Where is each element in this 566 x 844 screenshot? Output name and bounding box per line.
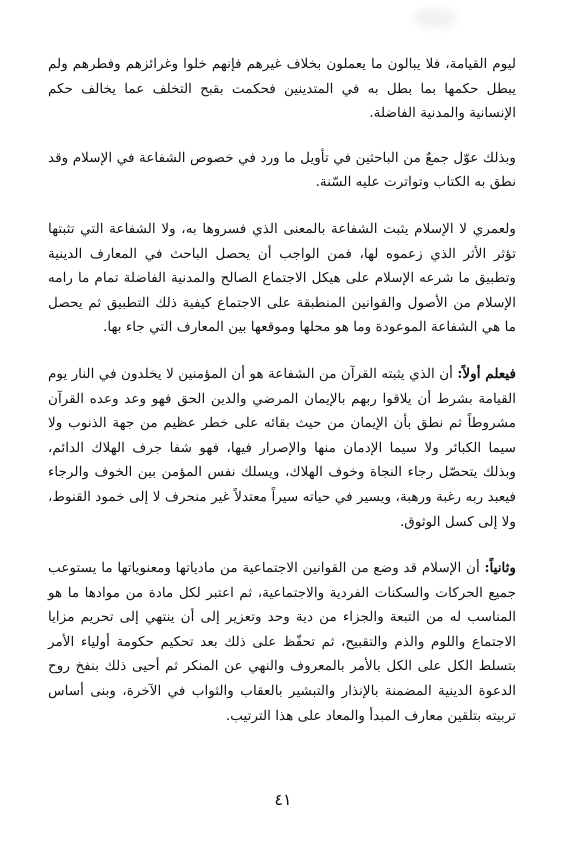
paper-stain [412,8,458,28]
paragraph-text: أن الذي يثبته القرآن من الشفاعة هو أن المؤمنين لا يخلدون في النار يوم القيامة بشرط أن يلاقوا ربهم بالإيمان المرضي والدين الحق فهو وعد وعده القرآن مشروطاً ثم نطق بأن الإيمان من حيث بقائه على خطر عظيم من جهة الذنوب ولا سيما الكبائر ولا سيما الإدمان منها والإصرار فيها، فهو شفا جرف الهلاك الدائم، وبذلك يتحصّل رجاء النجاة وخوف الهلاك، ويسلك نفس المؤمن بين الخوف والرجاء فيعبد ربه رغبة ورهبة، ويسير في حياته سيراً معتدلاً غير منحرف لا إلى خمود القنوط، ولا إلى كسل الوثوق. [48,365,516,530]
paragraph-text: ولعمري لا الإسلام يثبت الشفاعة بالمعنى الذي فسروها به، ولا الشفاعة التي تثبتها تؤثر الأثر الذي زعموه لها، فمن الواجب أن يحصل الباحث في المعارف الدينية وتطبيق ما شرعه الإسلام على هيكل الاجتماع الصالح والمدنية الفاضلة تمام ما رامه الإسلام من الأصول والقوانين المنطبقة على الاجتماع كيفية ذلك التطبيق ثم يحصل ما هي الشفاعة الموعودة وما هو محلها وموقعها بين المعارف التي جاء بها. [48,220,516,336]
paragraph-1 [48,52,516,126]
page-body [48,52,516,728]
paragraph-text: وبذلك عوّل جمعٌ من الباحثين في تأويل ما ورد في خصوص الشفاعة في الإسلام وقد نطق به الكتاب وتواترت عليه السّنة. [48,149,516,191]
paragraph-lead: فيعلم أولاً: [457,365,516,382]
paragraph-lead: وثانياً: [484,560,516,577]
page-number: ٤١ [274,790,292,809]
paragraph-4 [48,362,516,534]
paragraph-2 [48,146,516,195]
paragraph-text: ليوم القيامة، فلا يبالون ما يعملون بخلاف غيرهم فإنهم خلوا وغرائزهم وفطرهم ولم يبطل حكمها بما بطل به في المتدينين فحكمت بقبح التخلف عما يخالف حكم الإنسانية والمدنية الفاضلة. [48,56,516,122]
paragraph-text: أن الإسلام قد وضع من القوانين الاجتماعية من مادياتها ومعنوياتها ما يستوعب جميع الحركات والسكنات الفردية والاجتماعية، ثم اعتبر لكل مادة من موادها ما هو المناسب له من التبعة والجزاء من دية وحد وتعزير إلى أن ينتهي إلى تحريم مزايا الاجتماع واللوم والذم والتقبيح، ثم تحفّظ على ذلك بعد تحكيم حكومة أولياء الأمر بتسلط الكل على الكل بالأمر بالمعروف والنهي عن المنكر ثم أحيى ذلك بنفخ روح الدعوة الدينية المضمنة بالإنذار والتبشير بالعقاب والثواب في الآخرة، وبنى أساس تربيته بتلقين معارف المبدأ والمعاد على هذا الترتيب. [48,560,516,724]
paragraph-3 [48,217,516,340]
paragraph-5 [48,556,516,728]
